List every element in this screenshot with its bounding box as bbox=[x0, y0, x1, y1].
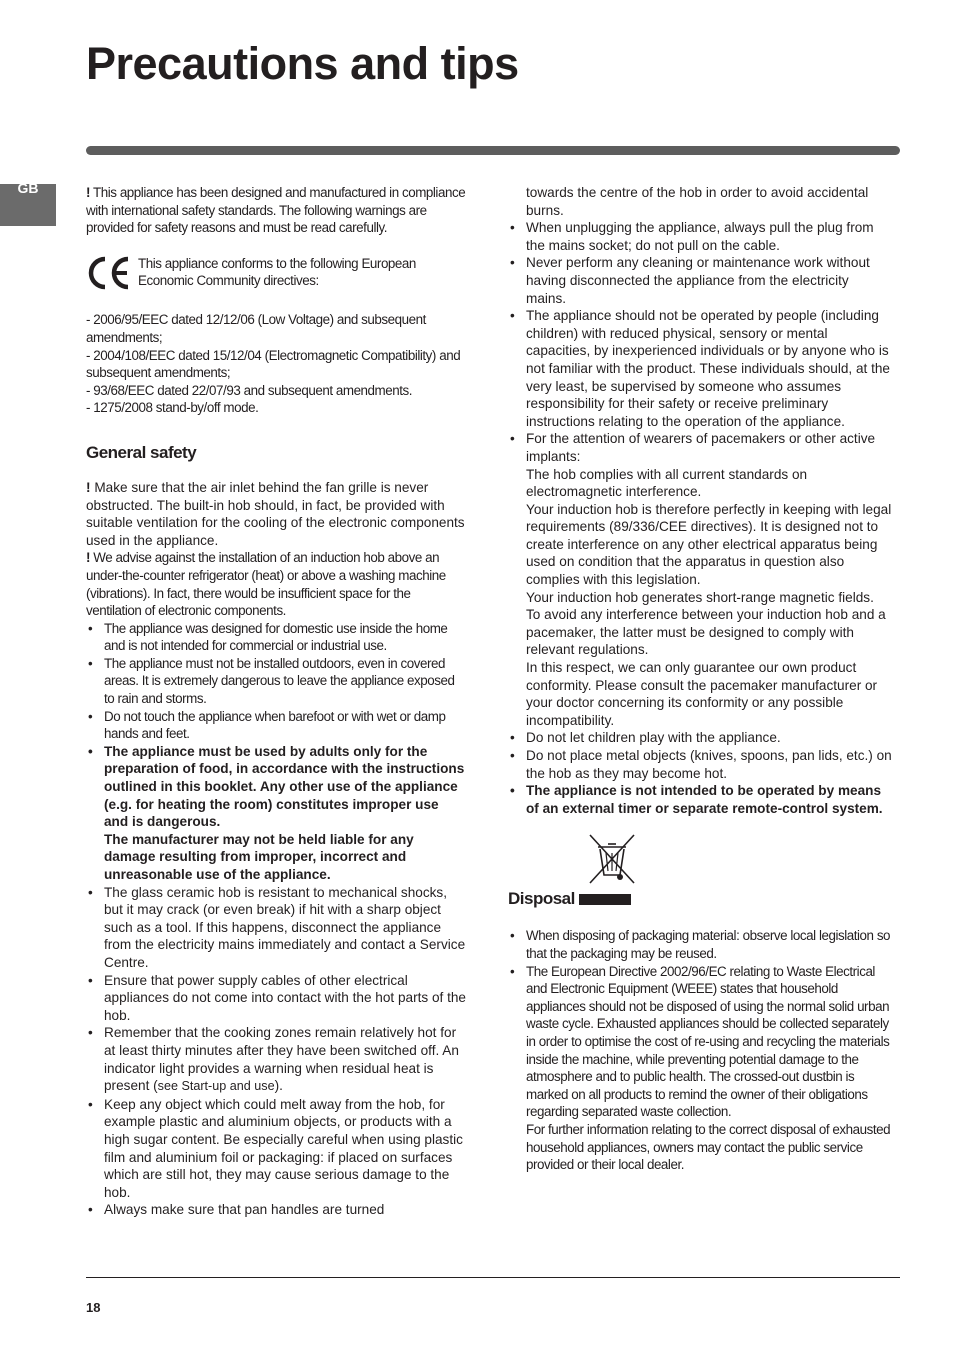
list-item: • Remember that the cooking zones remain relatively hot for at least thirty minutes after they have been switched off. An indicator light provides a warning when residual heat is present (see Start-up and use). bbox=[86, 1024, 466, 1095]
directive-item: - 2006/95/EEC dated 12/12/06 (Low Voltage) and subsequent amendments; bbox=[86, 312, 426, 345]
language-tab: GB bbox=[0, 184, 56, 226]
disposal-heading: Disposal bbox=[508, 889, 892, 909]
safety-list-bold bbox=[86, 743, 466, 884]
list-item: • The appliance must not be installed outdoors, even in covered areas. It is extremely dangerous to leave the appliance exposed to rain and storms. bbox=[86, 655, 466, 708]
list-item: • The appliance should not be operated by people (including children) with reduced physical, sensory or mental capacities, by inexperienced individuals or by anyone who is not familiar with the product. These individuals should, at the very least, be supervised by someone who assumes responsibility for their safety or receive preliminary instructions relating to the operation of the appliance. bbox=[508, 307, 892, 430]
safety-list bbox=[508, 219, 892, 817]
list-item: • The appliance was designed for domestic use inside the home and is not intended for commercial or industrial use. bbox=[86, 620, 466, 655]
cross-reference: see Start-up and use bbox=[157, 1079, 275, 1094]
title-divider bbox=[86, 146, 900, 155]
pacemaker-paragraph: Your induction hob is therefore perfectly in keeping with legal requirements (89/336/CEE directives). It is designed not to create interference on any other electrical apparatus being used on condition that the apparatus in question also complies with this legislation. bbox=[526, 501, 892, 588]
disposal-bar bbox=[579, 894, 631, 905]
ce-text: This appliance conforms to the following European Economic Community directives: bbox=[138, 255, 416, 289]
directive-item: - 2004/108/EEC dated 15/12/04 (Electromagnetic Compatibility) and subsequent amendments; bbox=[86, 347, 461, 381]
footer-divider bbox=[86, 1277, 900, 1278]
list-item: • The European Directive 2002/96/EC relating to Waste Electrical and Electronic Equipment (WEEE) states that household appliances should not be disposed of using the normal solid urban waste cycle. Exhausted appliances should be collected separately in order to optimise the cost of re-using and recycling the materials inside the machine, while preventing potential damage to the atmosphere and to public health. The crossed-out dustbin is marked on all products to remind the owner of their obligations regarding separated waste collection. bbox=[508, 963, 892, 1121]
list-item: • Do not let children play with the appliance. bbox=[508, 729, 892, 747]
pacemaker-paragraph: The hob complies with all current standards on electromagnetic interference. bbox=[526, 466, 808, 500]
page-title: Precautions and tips bbox=[86, 38, 519, 89]
list-item: • The appliance must be used by adults only for the preparation of food, in accordance with the instructions outlined in this booklet. Any other use of the appliance (e.g. for heating the room) constitutes improper use and is dangerous. The manufacturer may not be held liable for any damage resulting from improper, incorrect and unreasonable use of the appliance. bbox=[86, 743, 466, 884]
warning-paragraph: ! We advise against the installation of an induction hob above an under-the-counter refrigerator (heat) or above a washing machine (vibrations). In fact, there would be insufficient space for the ventilation of electronic components. bbox=[86, 550, 446, 619]
general-safety-heading: General safety bbox=[86, 442, 197, 462]
list-item: • When unplugging the appliance, always pull the plug from the mains socket; do not pull on the cable. bbox=[508, 219, 892, 254]
right-column bbox=[508, 184, 892, 1174]
list-item: • For the attention of wearers of pacemakers or other active implants: The hob complies with all current standards on electromagnetic interference. Your induction hob is therefore perfectly in keeping with legal requirements (89/336/CEE directives). It is designed not to create interference on any other electrical apparatus being used on condition that the apparatus in question also complies with this legislation. Your induction hob generates short-range magnetic fields. To avoid any interference between your induction hob and a pacemaker, the latter must be designed to comply with relevant regulations. In this respect, we can only guarantee our own product conformity. Please consult the pacemaker manufacturer or your doctor concerning its conformity or any possible incompatibility. bbox=[508, 430, 892, 729]
list-item: • Keep any object which could melt away from the hob, for example plastic and aluminium objects, or products with a high sugar content. Be especially careful when using plastic film and aluminium foil or packaging: if placed on surfaces which are still hot, they may cause serious damage to the hob. bbox=[86, 1096, 466, 1202]
ce-conformity bbox=[86, 255, 466, 296]
disposal-list bbox=[508, 927, 892, 1121]
pacemaker-paragraph: To avoid any interference between your induction hob and a pacemaker, the latter must be designed to comply with relevant regulations. bbox=[526, 607, 886, 658]
list-item: • Ensure that power supply cables of other electrical appliances do not come into contact with the hot parts of the hob. bbox=[86, 972, 466, 1025]
safety-list bbox=[86, 884, 466, 1219]
directive-item: - 1275/2008 stand-by/off mode. bbox=[86, 400, 259, 416]
left-column bbox=[86, 184, 466, 1219]
warning-mark: ! bbox=[86, 550, 91, 566]
disposal-final: For further information relating to the correct disposal of exhausted household appliances, owners may contact the public service provided or their local dealer. bbox=[526, 1121, 891, 1173]
safety-list bbox=[86, 620, 466, 743]
list-item: • Always make sure that pan handles are turned bbox=[86, 1201, 466, 1219]
list-item: • Never perform any cleaning or maintenance work without having disconnected the appliance from the electricity mains. bbox=[508, 254, 892, 307]
pacemaker-paragraph: Your induction hob generates short-range magnetic fields. bbox=[526, 589, 874, 605]
pacemaker-paragraph: In this respect, we can only guarantee our own product conformity. Please consult the pacemaker manufacturer or your doctor concerning its conformity or any possible incompatibility. bbox=[526, 660, 878, 728]
list-item: • Do not touch the appliance when barefoot or with wet or damp hands and feet. bbox=[86, 708, 466, 743]
warning-paragraph: ! Make sure that the air inlet behind the fan grille is never obstructed. The built-in hob should, in fact, be provided with suitable ventilation for the cooling of the electronic components used in the appliance. bbox=[86, 479, 465, 548]
list-item: • When disposing of packaging material: observe local legislation so that the packaging may be reused. bbox=[508, 927, 892, 962]
directive-item: - 93/68/EEC dated 22/07/93 and subsequent amendments. bbox=[86, 382, 413, 398]
directive-list bbox=[86, 311, 466, 417]
warning-mark: ! bbox=[86, 479, 91, 495]
warning-mark: ! bbox=[86, 185, 91, 200]
list-item: • Do not place metal objects (knives, spoons, pan lids, etc.) on the hob as they may become hot. bbox=[508, 747, 892, 782]
ce-mark-icon bbox=[86, 255, 138, 296]
list-item: • The appliance is not intended to be operated by means of an external timer or separate remote-control system. bbox=[508, 782, 892, 817]
page-number: 18 bbox=[86, 1300, 101, 1315]
list-item: • The glass ceramic hob is resistant to mechanical shocks, but it may crack (or even break) if hit with a sharp object such as a tool. If this happens, disconnect the appliance from the electricity mains immediately and contact a Service Centre. bbox=[86, 884, 466, 972]
crossed-out-bin-icon bbox=[586, 833, 638, 885]
continuation-text: towards the centre of the hob in order to avoid accidental burns. bbox=[526, 185, 869, 218]
intro-paragraph: ! This appliance has been designed and manufactured in compliance with international safety standards. The following warnings are provided for safety reasons and must be read carefully. bbox=[86, 185, 466, 236]
